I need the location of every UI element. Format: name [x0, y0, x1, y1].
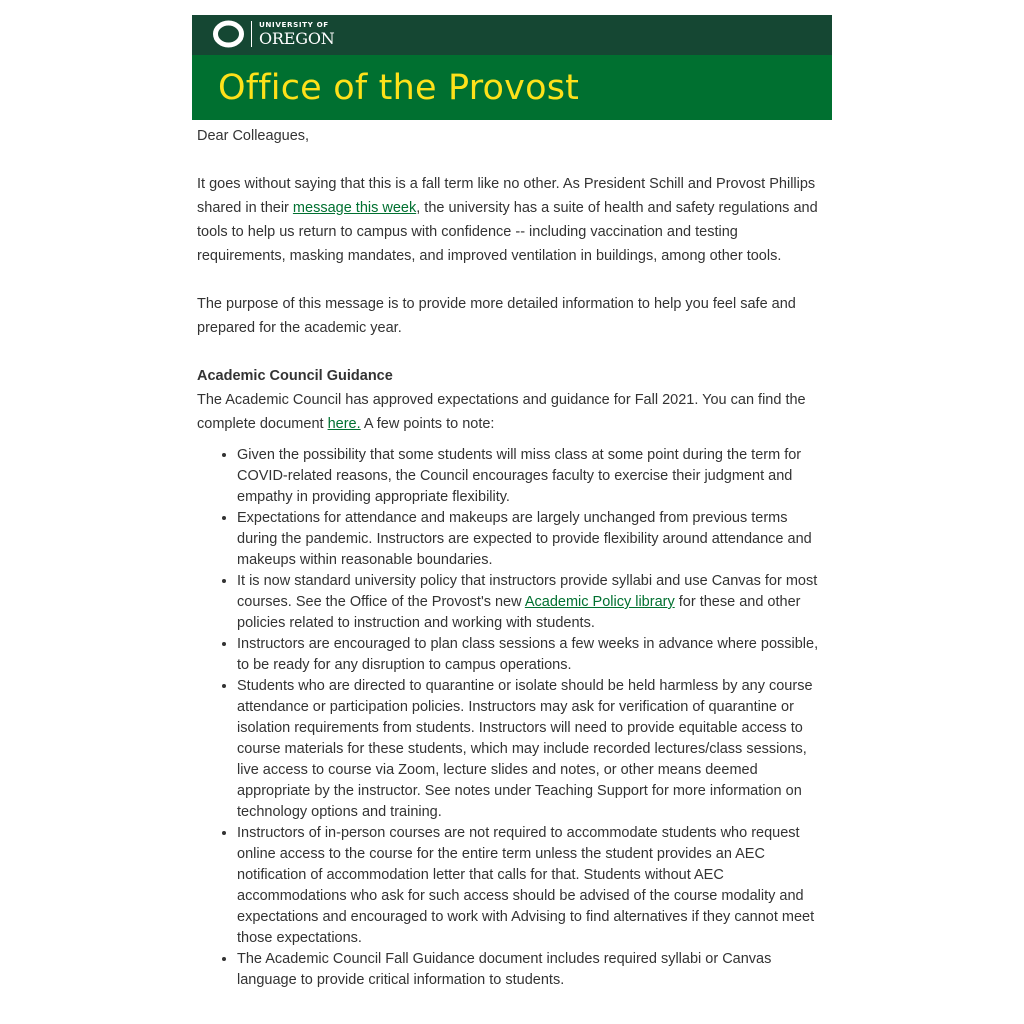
list-item: • Expectations for attendance and makeups are largely unchanged from previous terms during the pandemic. Instructors are expected to provide flexibility around attendance and makeups within reasonable boundaries. [237, 508, 827, 571]
section-intro [197, 388, 827, 436]
list-item-text-start: It is now standard university policy that instructors provide syllabi and use Canvas for most courses. See the Office of the Provost's new [237, 573, 818, 610]
logo-text [259, 21, 335, 46]
section-intro-end: A few points to note: [360, 416, 495, 432]
banner-title: Office of the Provost [218, 68, 580, 108]
list-item: • The Academic Council Fall Guidance document includes required syllabi or Canvas language to provide critical information to students. [237, 949, 827, 991]
guidance-list [197, 445, 827, 991]
message-this-week-link[interactable]: message this week [292, 200, 417, 216]
uo-o-icon [213, 20, 244, 48]
list-item: • Instructors of in-person courses are not required to accommodate students who request online access to the course for the entire term unless the student provides an AEC notification of accommodation letter that calls for that. Students without AEC accommodations who ask for such access should be advised of the course modality and expectations and encouraged to work with Advising to find alternatives if they cannot meet those expectations. [237, 823, 827, 949]
list-item: • Given the possibility that some students will miss class at some point during the term for COVID-related reasons, the Council encourages faculty to exercise their judgment and empathy in providing appropriate flexibility. [237, 445, 827, 508]
section-heading: Academic Council Guidance [197, 368, 393, 384]
greeting: Dear Colleagues, [197, 128, 310, 144]
message-body [192, 120, 832, 991]
title-banner [192, 55, 832, 120]
intro-text-end: , the university has a suite of health and safety regulations and tools to help us return to campus with confidence -- including vaccination and testing requirements, masking mandates, and improved ventilation in buildings, among other tools. [197, 200, 818, 264]
intro-text-start: It goes without saying that this is a fall term like no other. As President Schill and Provost Phillips shared in their [197, 176, 816, 216]
list-item [237, 571, 827, 634]
list-item: • Students who are directed to quarantine or isolate should be held harmless by any course attendance or participation policies. Instructors may ask for verification of quarantine or isolation requirements from students. Instructors will need to provide equitable access to course materials for these students, which may include recorded lectures/class sessions, live access to course via Zoom, lecture slides and notes, or other means deemed appropriate by the instructor. See notes under Teaching Support for more information on technology options and training. [237, 676, 827, 823]
list-item: • Instructors are encouraged to plan class sessions a few weeks in advance where possible, to be ready for any disruption to campus operations. [237, 634, 827, 676]
logo-divider [251, 21, 252, 47]
top-bar [192, 15, 832, 55]
section-intro-start: The Academic Council has approved expectations and guidance for Fall 2021. You can find the complete document [197, 392, 806, 432]
academic-policy-library-link[interactable]: Academic Policy library [524, 594, 675, 610]
list-item-text-end: for these and other policies related to instruction and working with students. [237, 594, 801, 631]
logo-university-of: UNIVERSITY OF [259, 20, 329, 30]
email-container [192, 15, 832, 991]
uo-logo[interactable] [213, 20, 335, 48]
logo-oregon: OREGON [259, 28, 335, 48]
here-link[interactable]: here. [327, 416, 361, 432]
intro-paragraph [197, 172, 827, 268]
purpose-paragraph: The purpose of this message is to provide more detailed information to help you feel safe and prepared for the academic year. [197, 296, 796, 336]
